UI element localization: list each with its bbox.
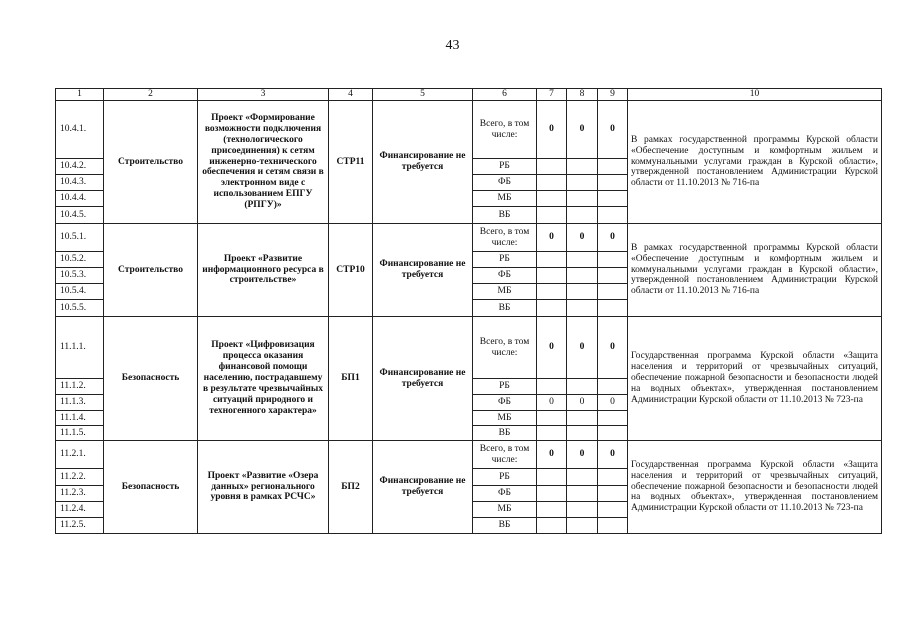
source-cell: Всего, в том числе:: [473, 224, 537, 252]
value-cell: [598, 469, 628, 486]
value-cell: [598, 426, 628, 441]
source-cell: Всего, в том числе:: [473, 441, 537, 469]
value-cell: [598, 175, 628, 191]
row-code: 11.1.2.: [56, 379, 104, 395]
table-body: [56, 89, 882, 534]
value-cell: [537, 502, 567, 518]
value-cell: [567, 426, 598, 441]
project-cell: Проект «Развитие информационного ресурса в строительстве»: [198, 224, 329, 317]
source-cell: ВБ: [473, 300, 537, 317]
value-cell: [598, 300, 628, 317]
header-cell: 3: [198, 89, 329, 101]
code-id-cell: БП2: [329, 441, 373, 534]
value-cell: 0: [598, 395, 628, 411]
source-cell: ФБ: [473, 486, 537, 502]
source-cell: ФБ: [473, 268, 537, 284]
source-cell: МБ: [473, 411, 537, 426]
value-cell: [567, 252, 598, 268]
description-cell: В рамках государственной программы Курской области «Обеспечение доступным и комфортным жильем и коммунальными услугами граждан в Курской области», утвержденной постановлением Администрации Курской области от 11.10.2013 № 716-па: [628, 224, 882, 317]
row-code: 11.2.5.: [56, 518, 104, 534]
page-number: 43: [445, 38, 460, 53]
row-code: 11.2.1.: [56, 441, 104, 469]
value-cell: [537, 486, 567, 502]
value-cell: 0: [598, 101, 628, 159]
value-cell: [537, 411, 567, 426]
code-id-cell: СТР11: [329, 101, 373, 224]
value-cell: [567, 175, 598, 191]
financing-cell: Финансирование не требуется: [373, 224, 473, 317]
source-cell: РБ: [473, 469, 537, 486]
source-cell: ФБ: [473, 395, 537, 411]
value-cell: [537, 379, 567, 395]
code-id-cell: БП1: [329, 317, 373, 441]
value-cell: [598, 486, 628, 502]
source-cell: ВБ: [473, 426, 537, 441]
value-cell: [567, 469, 598, 486]
header-cell: 7: [537, 89, 567, 101]
source-cell: Всего, в том числе:: [473, 317, 537, 379]
value-cell: [598, 207, 628, 224]
header-cell: 9: [598, 89, 628, 101]
source-cell: МБ: [473, 284, 537, 300]
source-cell: ФБ: [473, 175, 537, 191]
value-cell: [537, 518, 567, 534]
header-cell: 6: [473, 89, 537, 101]
table-row: [56, 224, 882, 252]
value-cell: [598, 268, 628, 284]
row-code: 11.1.3.: [56, 395, 104, 411]
table-row: [56, 441, 882, 469]
value-cell: [598, 518, 628, 534]
value-cell: [537, 268, 567, 284]
description-cell: Государственная программа Курской области «Защита населения и территорий от чрезвычайных ситуаций, обеспечение пожарной безопасности и безопасности людей на водных объектах», утвержденная постановлением Администрации Курской области от 11.10.2013 № 723-па: [628, 317, 882, 441]
value-cell: 0: [537, 224, 567, 252]
value-cell: [598, 252, 628, 268]
financing-cell: Финансирование не требуется: [373, 101, 473, 224]
value-cell: 0: [567, 317, 598, 379]
project-cell: Проект «Цифровизация процесса оказания финансовой помощи населению, пострадавшему в результате чрезвычайных ситуаций природного и техногенного характера»: [198, 317, 329, 441]
value-cell: [537, 252, 567, 268]
value-cell: [537, 300, 567, 317]
value-cell: [537, 159, 567, 175]
row-code: 10.5.5.: [56, 300, 104, 317]
code-id-cell: СТР10: [329, 224, 373, 317]
value-cell: 0: [567, 224, 598, 252]
activity-cell: Безопасность: [104, 317, 198, 441]
value-cell: 0: [598, 317, 628, 379]
row-code: 11.1.1.: [56, 317, 104, 379]
value-cell: 0: [598, 441, 628, 469]
value-cell: [537, 284, 567, 300]
row-code: 11.2.2.: [56, 469, 104, 486]
value-cell: 0: [567, 101, 598, 159]
source-cell: МБ: [473, 191, 537, 207]
header-cell: 1: [56, 89, 104, 101]
value-cell: [598, 191, 628, 207]
value-cell: 0: [537, 441, 567, 469]
header-cell: 2: [104, 89, 198, 101]
table-row: [56, 317, 882, 379]
row-code: 10.5.1.: [56, 224, 104, 252]
value-cell: [567, 284, 598, 300]
value-cell: [567, 300, 598, 317]
value-cell: 0: [567, 395, 598, 411]
source-cell: РБ: [473, 379, 537, 395]
row-code: 11.1.4.: [56, 411, 104, 426]
value-cell: [537, 469, 567, 486]
value-cell: 0: [537, 101, 567, 159]
value-cell: [537, 191, 567, 207]
value-cell: [567, 502, 598, 518]
value-cell: [598, 411, 628, 426]
header-cell: 4: [329, 89, 373, 101]
value-cell: [567, 379, 598, 395]
row-code: 10.4.5.: [56, 207, 104, 224]
row-code: 11.2.4.: [56, 502, 104, 518]
value-cell: 0: [598, 224, 628, 252]
row-code: 10.4.1.: [56, 101, 104, 159]
value-cell: [567, 207, 598, 224]
row-code: 10.5.3.: [56, 268, 104, 284]
project-cell: Проект «Формирование возможности подключения (технологического присоединения) к сетям инженерно-технического обеспечения и сетям связи в электронном виде с использованием ЕПГУ (РПГУ)»: [198, 101, 329, 224]
value-cell: 0: [567, 441, 598, 469]
activity-cell: Строительство: [104, 101, 198, 224]
source-cell: МБ: [473, 502, 537, 518]
source-cell: РБ: [473, 252, 537, 268]
row-code: 10.4.4.: [56, 191, 104, 207]
activity-cell: Строительство: [104, 224, 198, 317]
row-code: 10.4.2.: [56, 159, 104, 175]
value-cell: [567, 411, 598, 426]
value-cell: [598, 284, 628, 300]
header-cell: 8: [567, 89, 598, 101]
table-row: [56, 101, 882, 159]
activity-cell: Безопасность: [104, 441, 198, 534]
value-cell: [598, 379, 628, 395]
program-table: [55, 88, 882, 534]
project-cell: Проект «Развитие «Озера данных» регионального уровня в рамках РСЧС»: [198, 441, 329, 534]
value-cell: [537, 175, 567, 191]
source-cell: РБ: [473, 159, 537, 175]
header-cell: 5: [373, 89, 473, 101]
value-cell: [567, 486, 598, 502]
value-cell: 0: [537, 317, 567, 379]
financing-cell: Финансирование не требуется: [373, 317, 473, 441]
value-cell: [567, 518, 598, 534]
financing-cell: Финансирование не требуется: [373, 441, 473, 534]
value-cell: [567, 191, 598, 207]
value-cell: [537, 207, 567, 224]
row-code: 11.1.5.: [56, 426, 104, 441]
row-code: 10.5.2.: [56, 252, 104, 268]
description-cell: В рамках государственной программы Курской области «Обеспечение доступным и комфортным жильем и коммунальными услугами граждан в Курской области», утвержденной постановлением Администрации Курской области от 11.10.2013 № 716-па: [628, 101, 882, 224]
value-cell: [598, 159, 628, 175]
value-cell: [598, 502, 628, 518]
value-cell: [567, 268, 598, 284]
row-code: 10.5.4.: [56, 284, 104, 300]
value-cell: [537, 426, 567, 441]
source-cell: ВБ: [473, 518, 537, 534]
value-cell: [567, 159, 598, 175]
header-cell: 10: [628, 89, 882, 101]
value-cell: 0: [537, 395, 567, 411]
source-cell: Всего, в том числе:: [473, 101, 537, 159]
header-row: [56, 89, 882, 101]
row-code: 10.4.3.: [56, 175, 104, 191]
row-code: 11.2.3.: [56, 486, 104, 502]
source-cell: ВБ: [473, 207, 537, 224]
description-cell: Государственная программа Курской области «Защита населения и территорий от чрезвычайных ситуаций, обеспечение пожарной безопасности и безопасности людей на водных объектах», утвержденная постановлением Администрации Курской области от 11.10.2013 № 723-па: [628, 441, 882, 534]
